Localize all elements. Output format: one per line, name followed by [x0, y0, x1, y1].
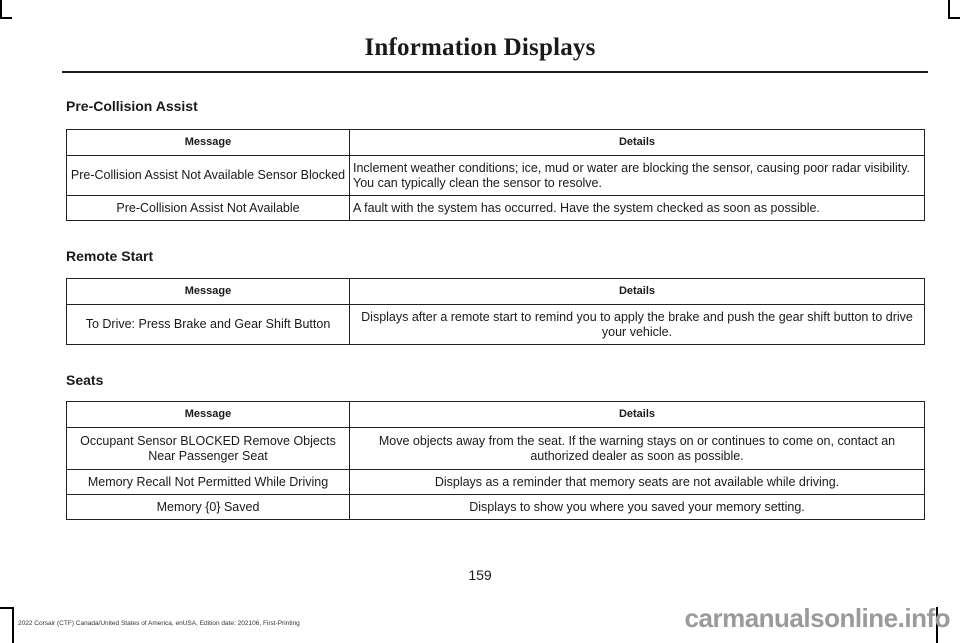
crop-mark: [948, 0, 950, 18]
table-row: [67, 305, 925, 345]
section-title-pre-collision-assist: Pre-Collision Assist: [66, 98, 198, 114]
page-header-title: Information Displays: [364, 34, 596, 61]
crop-mark: [948, 17, 960, 19]
details-cell: A fault with the system has occurred. Have the system checked as soon as possible.: [350, 196, 925, 221]
column-header-message: Message: [67, 279, 350, 305]
message-cell: Pre-Collision Assist Not Available Sensor Blocked: [67, 156, 350, 196]
details-cell: Displays to show you where you saved your memory setting.: [350, 495, 925, 520]
crop-mark: [0, 0, 2, 18]
table-remote-start: [66, 278, 925, 345]
message-cell: Occupant Sensor BLOCKED Remove Objects Near Passenger Seat: [67, 428, 350, 470]
table-row: [67, 156, 925, 196]
table-row: [67, 196, 925, 221]
column-header-message: Message: [67, 130, 350, 156]
table-row: [67, 470, 925, 495]
column-header-details: Details: [350, 402, 925, 428]
crop-mark: [0, 17, 12, 19]
header-rule: [62, 71, 928, 73]
message-cell: Memory Recall Not Permitted While Driving: [67, 470, 350, 495]
column-header-details: Details: [350, 279, 925, 305]
details-cell: Move objects away from the seat. If the warning stays on or continues to come on, contact an authorized dealer as soon as possible.: [350, 428, 925, 470]
table-row: [67, 428, 925, 470]
details-cell: Inclement weather conditions; ice, mud or water are blocking the sensor, causing poor radar visibility. You can typically clean the sensor to resolve.: [350, 156, 925, 196]
crop-mark: [12, 607, 14, 643]
section-title-remote-start: Remote Start: [66, 248, 154, 264]
table-row: [67, 495, 925, 520]
column-header-details: Details: [350, 130, 925, 156]
edition-footer: 2022 Corsair (CTF) Canada/United States of America, enUSA, Edition date: 202106, First-Printing: [18, 620, 300, 627]
message-cell: Pre-Collision Assist Not Available: [67, 196, 350, 221]
watermark-logo: carmanualsonline.info: [684, 603, 950, 633]
table-seats: [66, 401, 925, 520]
section-title-seats: Seats: [66, 372, 104, 388]
message-cell: To Drive: Press Brake and Gear Shift Button: [67, 305, 350, 345]
table-pre-collision-assist: [66, 129, 925, 221]
message-cell: Memory {0} Saved: [67, 495, 350, 520]
page-number: 159: [468, 567, 492, 583]
column-header-message: Message: [67, 402, 350, 428]
details-cell: Displays as a reminder that memory seats are not available while driving.: [350, 470, 925, 495]
details-cell: Displays after a remote start to remind you to apply the brake and push the gear shift button to drive your vehicle.: [350, 305, 925, 345]
